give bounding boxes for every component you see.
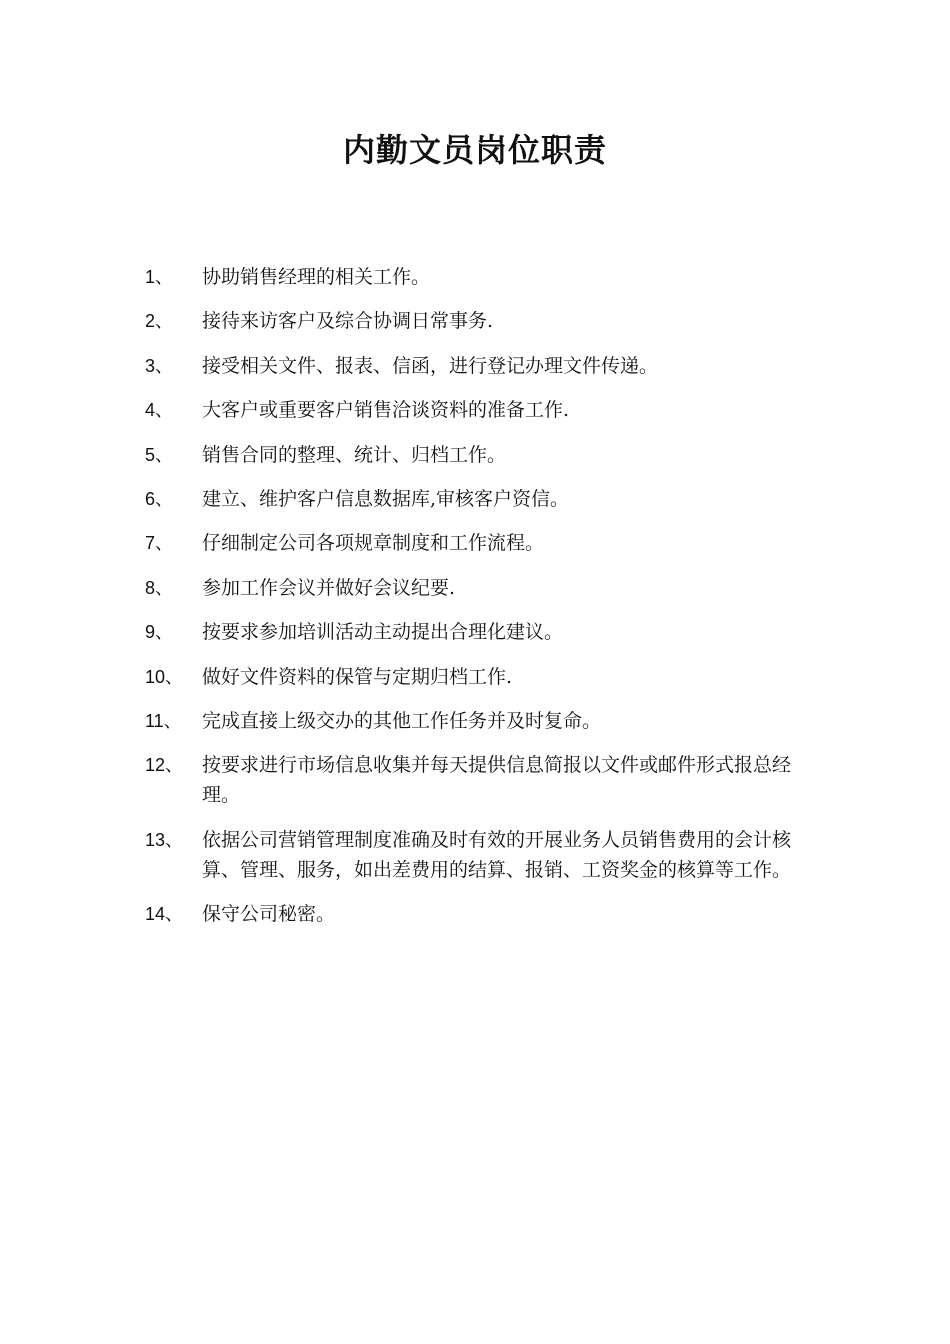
- item-number: 8、: [145, 577, 174, 598]
- list-item: [145, 573, 815, 603]
- item-text: 大客户或重要客户销售洽谈资料的准备工作.: [202, 399, 570, 422]
- item-text: 按要求参加培训活动主动提出合理化建议。: [202, 621, 564, 644]
- item-text: 接待来访客户及综合协调日常事务.: [202, 310, 494, 333]
- document-title: 内勤文员岗位职责: [342, 131, 607, 169]
- item-text: 仔细制定公司各项规章制度和工作流程。: [202, 532, 545, 555]
- item-number: 2、: [145, 311, 174, 332]
- item-number: 5、: [145, 444, 174, 465]
- item-text: 做好文件资料的保管与定期归档工作.: [202, 665, 513, 688]
- item-number: 1、: [145, 267, 174, 287]
- item-text: 按要求进行市场信息收集并每天提供信息简报以文件或邮件形式报总经理。: [202, 754, 792, 807]
- item-number: 13、: [145, 829, 184, 850]
- list-item: [145, 306, 815, 336]
- list-item: [145, 351, 815, 381]
- item-text: 参加工作会议并做好会议纪要.: [202, 576, 456, 599]
- list-item: [145, 617, 815, 647]
- item-number: 12、: [145, 755, 184, 776]
- item-text: 保守公司秘密。: [202, 903, 336, 926]
- item-number: 7、: [145, 533, 174, 554]
- item-text: 依据公司营销管理制度准确及时有效的开展业务人员销售费用的会计核算、管理、服务，如出差费用的结算、报销、工资奖金的核算等工作。: [202, 828, 792, 881]
- item-text: 接受相关文件、报表、信函，进行登记办理文件传递。: [202, 354, 659, 377]
- list-item: [145, 750, 815, 810]
- item-text: 建立、维护客户信息数据库,审核客户资信。: [202, 487, 570, 510]
- item-text: 销售合同的整理、统计、归档工作。: [202, 443, 507, 466]
- item-number: 14、: [145, 904, 184, 925]
- duty-list: [145, 262, 815, 943]
- list-item: [145, 440, 815, 470]
- list-item: [145, 706, 815, 736]
- item-number: 6、: [145, 488, 174, 509]
- list-item: [145, 262, 815, 292]
- item-number: 4、: [145, 400, 174, 421]
- list-item: [145, 899, 815, 929]
- item-number: 10、: [145, 666, 184, 687]
- list-item: [145, 484, 815, 514]
- item-number: 9、: [145, 622, 174, 643]
- item-text: 协助销售经理的相关工作。: [202, 266, 431, 288]
- item-number: 3、: [145, 355, 174, 376]
- list-item: [145, 662, 815, 692]
- list-item: [145, 825, 815, 885]
- item-text: 完成直接上级交办的其他工作任务并及时复命。: [202, 709, 602, 732]
- list-item: [145, 395, 815, 425]
- list-item: [145, 528, 815, 558]
- item-number: 11、: [145, 710, 182, 731]
